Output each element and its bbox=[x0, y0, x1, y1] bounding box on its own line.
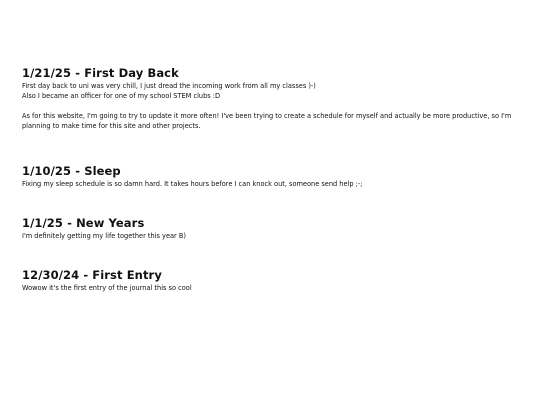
entry-text: Also I became an officer for one of my school STEM clubs :D bbox=[22, 92, 221, 100]
entry-text: I'm definitely getting my life together this year B) bbox=[22, 232, 186, 240]
journal-entry bbox=[22, 66, 522, 164]
entry-title: 1/10/25 - Sleep bbox=[22, 164, 121, 178]
paragraph-gap bbox=[22, 101, 522, 111]
entry-text: Fixing my sleep schedule is so damn hard. It takes hours before I can knock out, someone send help ;-; bbox=[22, 180, 363, 188]
journal-entry bbox=[22, 268, 522, 293]
entry-title: 1/1/25 - New Years bbox=[22, 216, 145, 230]
entry-text: Wowow it's the first entry of the journal this so cool bbox=[22, 284, 192, 292]
journal-entry bbox=[22, 164, 522, 216]
entry-title: 1/21/25 - First Day Back bbox=[22, 66, 179, 80]
entry-text: First day back to uni was very chill, I just dread the incoming work from all my classes )-) bbox=[22, 82, 316, 90]
journal-entry bbox=[22, 216, 522, 268]
journal bbox=[22, 66, 522, 293]
entry-title: 12/30/24 - First Entry bbox=[22, 268, 162, 282]
entry-text: As for this website, I'm going to try to update it more often! I've been trying to create a schedule for myself and actually be more productive, so I'm planning to make time for this site and other projects. bbox=[22, 112, 512, 130]
